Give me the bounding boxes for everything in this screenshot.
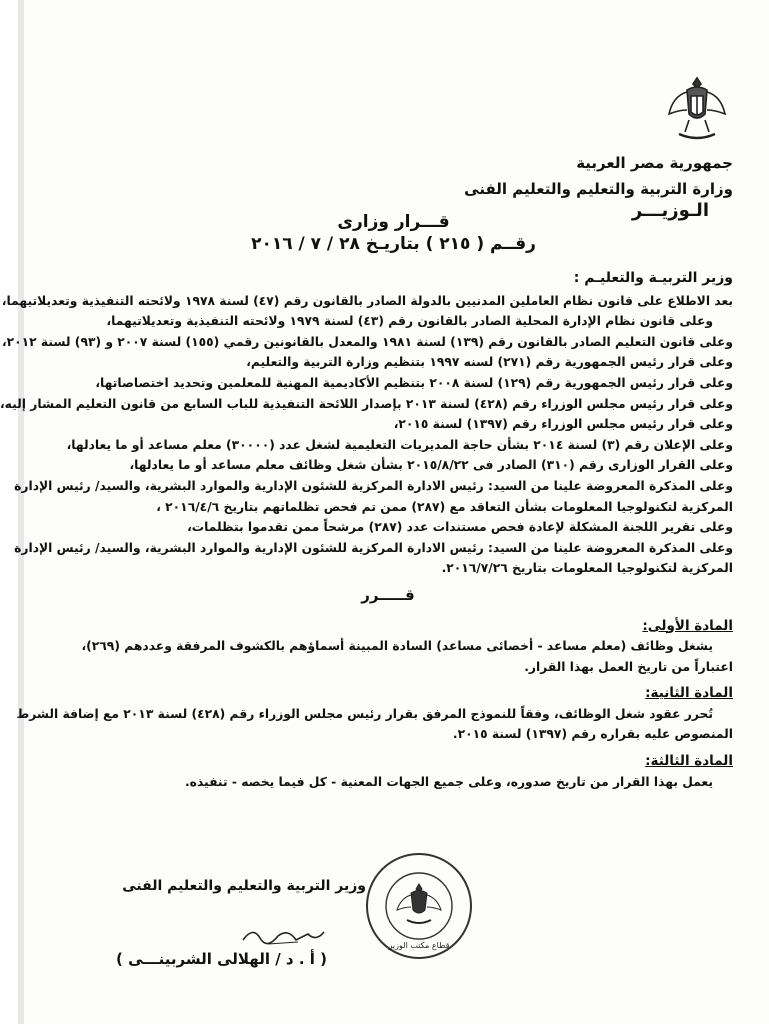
article-2-line: المنصوص عليه بقراره رقم (١٣٩٧) لسنة ٢٠١٥. [452,727,733,742]
preamble-line: وعلى قرار رئيس مجلس الوزراء رقم (١٣٩٧) لسنة ٢٠١٥، [393,417,733,432]
preamble-line: وعلى المذكرة المعروضة علينا من السيد: رئيس الادارة المركزية للشئون الإدارية والموارد البشرية، والسيد/ رئيس الإدارة [14,478,733,493]
preamble-line: وعلى قرار رئيس مجلس الوزراء رقم (٤٢٨) لسنة ٢٠١٣ بإصدار اللائحة التنفيذية للباب السابع من قانون التعليم المشار إليه، [0,396,733,411]
preamble-line: بعد الاطلاع على قانون نظام العاملين المدنيين بالدولة الصادر بالقانون رقم (٤٧) لسنة ١٩٧٨ ولائحته التنفيذية وتعديلاتيهما، [1,293,733,308]
scan-edge [18,0,24,1024]
article-2-line: تُحرر عقود شغل الوظائف، وفقاً للنموذج المرفق بقرار رئيس مجلس الوزراء رقم (٤٢٨) لسنة ٢٠١٣ مع إضافة الشرط [16,706,713,721]
preamble-line: وعلى تقرير اللجنة المشكلة لإعادة فحص مستندات عدد (٢٨٧) مرشحاً ممن تقدموا بتظلمات، [187,520,733,535]
decree-title: قـــرار وزارى [337,212,450,232]
preamble-line: وعلى قرار رئيس الجمهورية رقم (٢٧١) لسنه ١٩٩٧ بتنظيم وزارة التربية والتعليم، [246,355,733,370]
preamble-line: المركزية لتكنولوجيا المعلومات بشأن التعاقد مع (٢٨٧) ممن تم فحص تظلماتهم بتاريخ ٢٠١٦/٤/٦ ، [156,499,733,514]
article-2-title: المادة الثانية: [645,685,733,702]
stamp-label: قطاع مكتب الوزير [388,941,450,950]
article-1-line: يشغل وظائف (معلم مساعد - أخصائى مساعد) السادة المبينة أسماؤهم بالكشوف المرفقة وعددهم (٢٦٩)، [81,639,713,654]
decree-heading [18,212,769,254]
preamble-line: المركزية لتكنولوجيا المعلومات بتاريخ ٢٠١٦/٧/٢٦. [441,561,733,576]
country-name: جمهورية مصر العربية [576,154,733,172]
eagle-seal-icon [397,884,441,923]
preamble-line: وعلى قانون نظام الإدارة المحلية الصادر بالقانون رقم (٤٣) لسنة ١٩٧٩ ولائحته التنفيذية وتعديلاتيهما، [106,314,713,329]
ministry-name: وزارة التربية والتعليم والتعليم الفنى [464,180,733,198]
article-3-title: المادة الثالثة: [645,753,733,770]
article-1-line: اعتباراً من تاريخ العمل بهذا القرار. [524,659,733,674]
eagle-emblem-icon [665,70,729,152]
official-stamp [363,850,475,962]
preamble-line: وعلى قانون التعليم الصادر بالقانون رقم (١٣٩) لسنة ١٩٨١ والمعدل بالقانونين رقمي (١٥٥) لسنة ٢٠٠٧ و (٩٣) لسنة ٢٠١٢، [1,334,733,349]
decree-body [0,268,733,792]
preamble-line: وعلى المذكرة المعروضة علينا من السيد: رئيس الادارة المركزية للشئون الإدارية والموارد البشرية، والسيد/ رئيس الإدارة [14,540,733,555]
decree-number-line: رقــم ( ٢١٥ ) بتاريـخ ٢٨ / ٧ / ٢٠١٦ [251,234,536,254]
signature-title: وزير التربية والتعليم والتعليم الفنى [122,878,366,894]
preamble-line: وعلى القرار الوزارى رقم (٣١٠) الصادر فى ٢٠١٥/٨/٢٢ بشأن شغل وظائف معلم مساعد أو ما يعادلها، [129,458,733,473]
article-3-line: يعمل بهذا القرار من تاريخ صدوره، وعلى جميع الجهات المعنية - كل فيما يخصه - تنفيذه. [185,774,713,789]
preamble-line: وعلى قرار رئيس الجمهورية رقم (١٢٩) لسنة ٢٠٠٨ بتنظيم الأكاديمية المهنية للمعلمين وتحديد اختصاصاتها، [95,375,733,390]
minister-title: الـوزيـــر [631,200,709,221]
signatory-name: ( أ . د / الهلالى الشربينـــى ) [116,950,327,968]
preamble-opening: وزير التربيـة والتعليـم : [573,270,733,286]
article-1-title: المادة الأولى: [642,617,733,634]
handwritten-signature [238,922,328,948]
preamble-line: وعلى الإعلان رقم (٣) لسنة ٢٠١٤ بشأن حاجة المديريات التعليمية لشغل عدد (٣٠٠٠٠) معلم مساعد أو ما يعادلها، [66,437,733,452]
decides-heading: قـــــرر [361,585,415,604]
letterhead [433,150,733,202]
stamp-ring-text [363,850,367,853]
